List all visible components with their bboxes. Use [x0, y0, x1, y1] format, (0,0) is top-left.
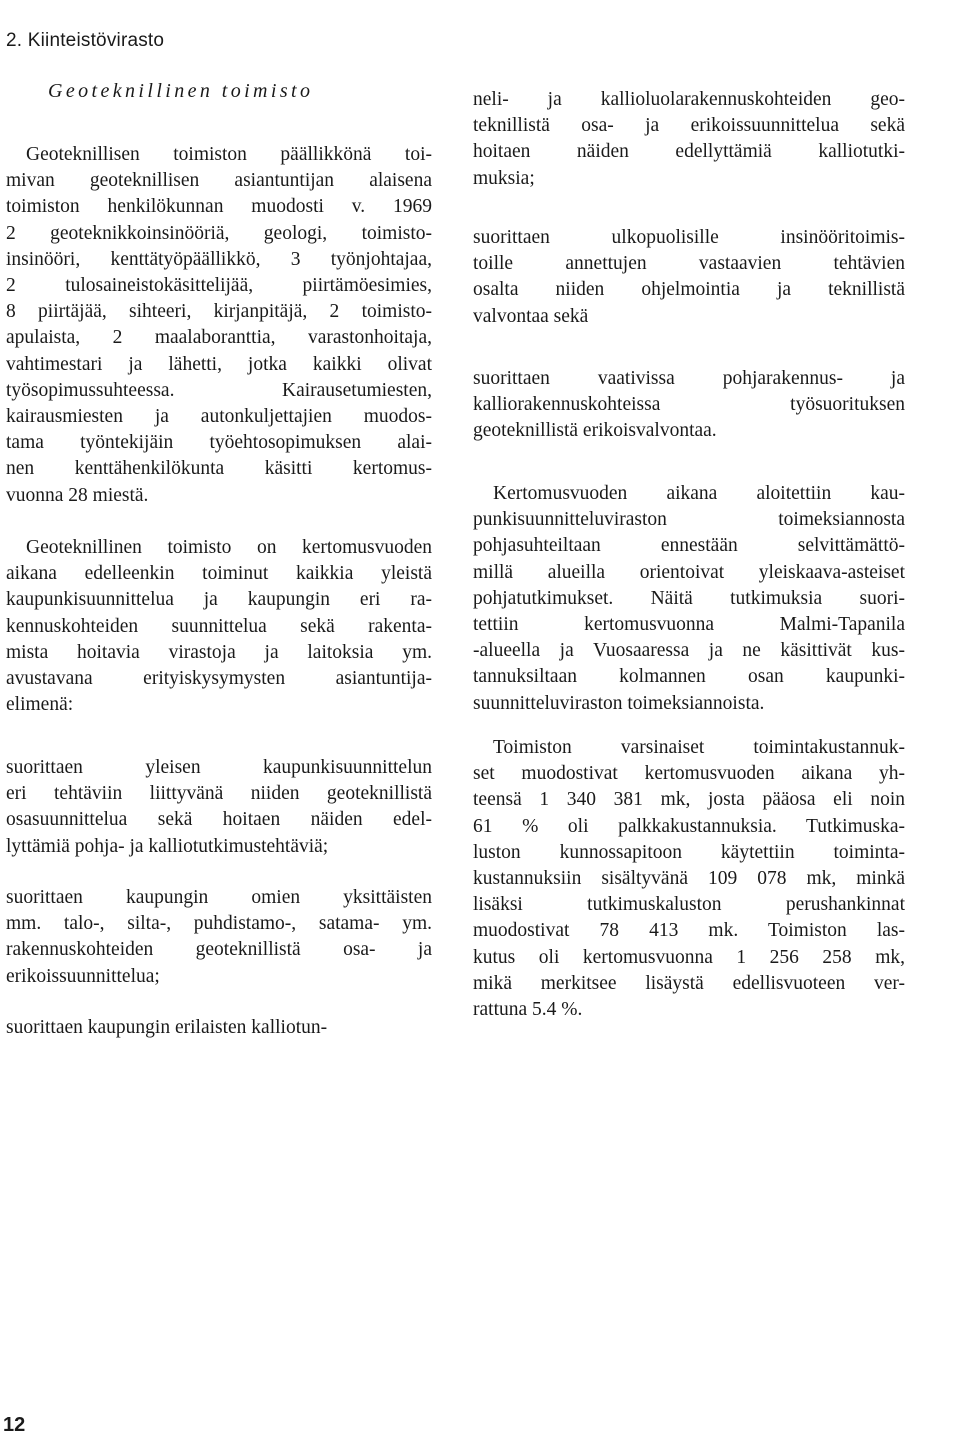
text-line: hoitaen näiden edellyttämiä kalliotutki- — [473, 141, 905, 163]
text-line: 2 tulosaineistokäsittelijää, piirtämöesimies, — [6, 275, 432, 297]
text-line: 8 piirtäjää, sihteeri, kirjanpitäjä, 2 toimisto- — [6, 301, 432, 323]
text-line: kalliorakennuskohteissa työsuorituksen — [473, 394, 905, 416]
left-paragraph-2 — [6, 535, 432, 718]
text-line: teknillistä osa- ja erikoissuunnittelua sekä — [473, 115, 905, 137]
left-paragraph-4 — [6, 885, 432, 990]
text-line: lisäksi tutkimuskaluston perushankinnat — [473, 894, 905, 916]
right-paragraph-3 — [473, 366, 905, 445]
text-line: vuonna 28 miestä. — [6, 484, 149, 506]
text-line: Kertomusvuoden aikana aloitettiin kau- — [493, 483, 905, 504]
text-line: Toimiston varsinaiset toimintakustannuk- — [493, 737, 905, 758]
right-paragraph-5 — [473, 735, 905, 1023]
text-line: suorittaen kaupungin omien yksittäisten — [6, 887, 432, 908]
text-line: Geoteknillisen toimiston päällikkönä toi- — [26, 144, 432, 165]
text-line: tettiin kertomusvuonna Malmi-Tapanila — [473, 614, 905, 636]
text-line: kennuskohteiden suunnittelua sekä rakenta- — [6, 615, 432, 637]
text-line: avustavana erityiskysymysten asiantuntija- — [6, 668, 432, 690]
text-line: kairausmiesten ja autonkuljettajien muodos- — [6, 406, 432, 428]
text-line: eri tehtäviin liittyvänä niiden geoteknillistä — [6, 783, 432, 805]
text-line: rattuna 5.4 %. — [473, 999, 583, 1021]
text-line: mista hoitavia virastoja ja laitoksia ym. — [6, 641, 432, 663]
text-line: pohjatutkimukset. Näitä tutkimuksia suori- — [473, 587, 905, 609]
text-line: millä alueilla orientoivat yleiskaava-asteiset — [473, 561, 905, 583]
heading: Geoteknillinen toimisto — [48, 80, 314, 102]
text-line: mivan geoteknillisen asiantuntijan alaisena — [6, 170, 432, 192]
text-line: 61 % oli palkkakustannuksia. Tutkimuska- — [473, 815, 905, 837]
left-paragraph-3 — [6, 755, 432, 860]
text-line: suorittaen vaativissa pohjarakennus- ja — [473, 368, 905, 389]
text-line: rakennuskohteiden geoteknillistä osa- ja — [6, 939, 432, 961]
text-line: punkisuunnitteluviraston toimeksiannosta — [473, 509, 905, 531]
text-line: muodostivat 78 413 mk. Toimiston las- — [473, 920, 905, 942]
text-line: geoteknillistä erikoisvalvontaa. — [473, 420, 717, 442]
text-line: muksia; — [473, 167, 535, 189]
text-line: mikä merkitsee lisäystä edellisvuoteen ver- — [473, 972, 905, 994]
right-paragraph-4 — [473, 481, 905, 717]
text-line: luston kunnossapitoon käytettiin toiminta- — [473, 841, 905, 863]
left-paragraph-1 — [6, 142, 432, 509]
text-line: toille annettujen vastaavien tehtävien — [473, 253, 905, 275]
text-line: osalta niiden ohjelmointia ja teknillistä — [473, 279, 905, 301]
text-line: kustannuksiin sisältyvänä 109 078 mk, minkä — [473, 868, 905, 890]
text-line: työsopimussuhteessa. Kairausetumiesten, — [6, 379, 432, 401]
text-line: apulaista, 2 maalaboranttia, varastonhoitaja, — [6, 327, 432, 349]
right-paragraph-2 — [473, 225, 905, 330]
text-line: teensä 1 340 381 mk, josta pääosa eli noin — [473, 789, 905, 811]
text-line: valvontaa sekä — [473, 305, 589, 327]
text-line: suorittaen yleisen kaupunkisuunnittelun — [6, 757, 432, 778]
text-line: suorittaen ulkopuolisille insinööritoimis- — [473, 227, 905, 248]
text-line: tannuksiltaan kolmannen osan kaupunki- — [473, 666, 905, 688]
text-line: Geoteknillinen toimisto on kertomusvuoden — [26, 537, 432, 558]
text-line: set muodostivat kertomusvuoden aikana yh- — [473, 763, 905, 785]
text-line: lyttämiä pohja- ja kalliotutkimustehtäviä; — [6, 835, 329, 857]
text-line: neli- ja kallioluolarakennuskohteiden geo- — [473, 89, 905, 110]
right-paragraph-1 — [473, 87, 905, 192]
text-line: erikoissuunnittelua; — [6, 965, 160, 987]
text-line: suorittaen kaupungin erilaisten kalliotun- — [6, 1017, 328, 1038]
text-line: insinööri, kenttätyöpäällikkö, 3 työnjohtajaa, — [6, 248, 432, 270]
text-line: tama työntekijäin työehtosopimuksen alai- — [6, 432, 432, 454]
text-line: suunnitteluviraston toimeksiannoista. — [473, 692, 765, 714]
text-line: -alueella ja Vuosaaressa ja ne käsittivät kus- — [473, 640, 905, 662]
section-label: 2. Kiinteistövirasto — [6, 30, 165, 51]
text-line: pohjasuhteiltaan ennestään selvittämättö- — [473, 535, 905, 557]
text-line: elimenä: — [6, 694, 74, 716]
text-line: toimiston henkilökunnan muodosti v. 1969 — [6, 196, 432, 218]
left-paragraph-5 — [6, 1015, 432, 1041]
text-line: vahtimestari ja lähetti, jotka kaikki olivat — [6, 353, 432, 375]
text-line: mm. talo-, silta-, puhdistamo-, satama- ym. — [6, 913, 432, 935]
text-line: aikana edelleenkin toiminut kaikkia yleistä — [6, 563, 432, 585]
text-line: 2 geoteknikkoinsinööriä, geologi, toimisto- — [6, 222, 432, 244]
text-line: kaupunkisuunnittelua ja kaupungin eri ra- — [6, 589, 432, 611]
text-line: nen kenttähenkilökunta käsitti kertomus- — [6, 458, 432, 480]
text-line: kutus oli kertomusvuonna 1 256 258 mk, — [473, 946, 905, 968]
page-number: 12 — [3, 1414, 26, 1436]
text-line: osasuunnittelua sekä hoitaen näiden edel- — [6, 809, 432, 831]
